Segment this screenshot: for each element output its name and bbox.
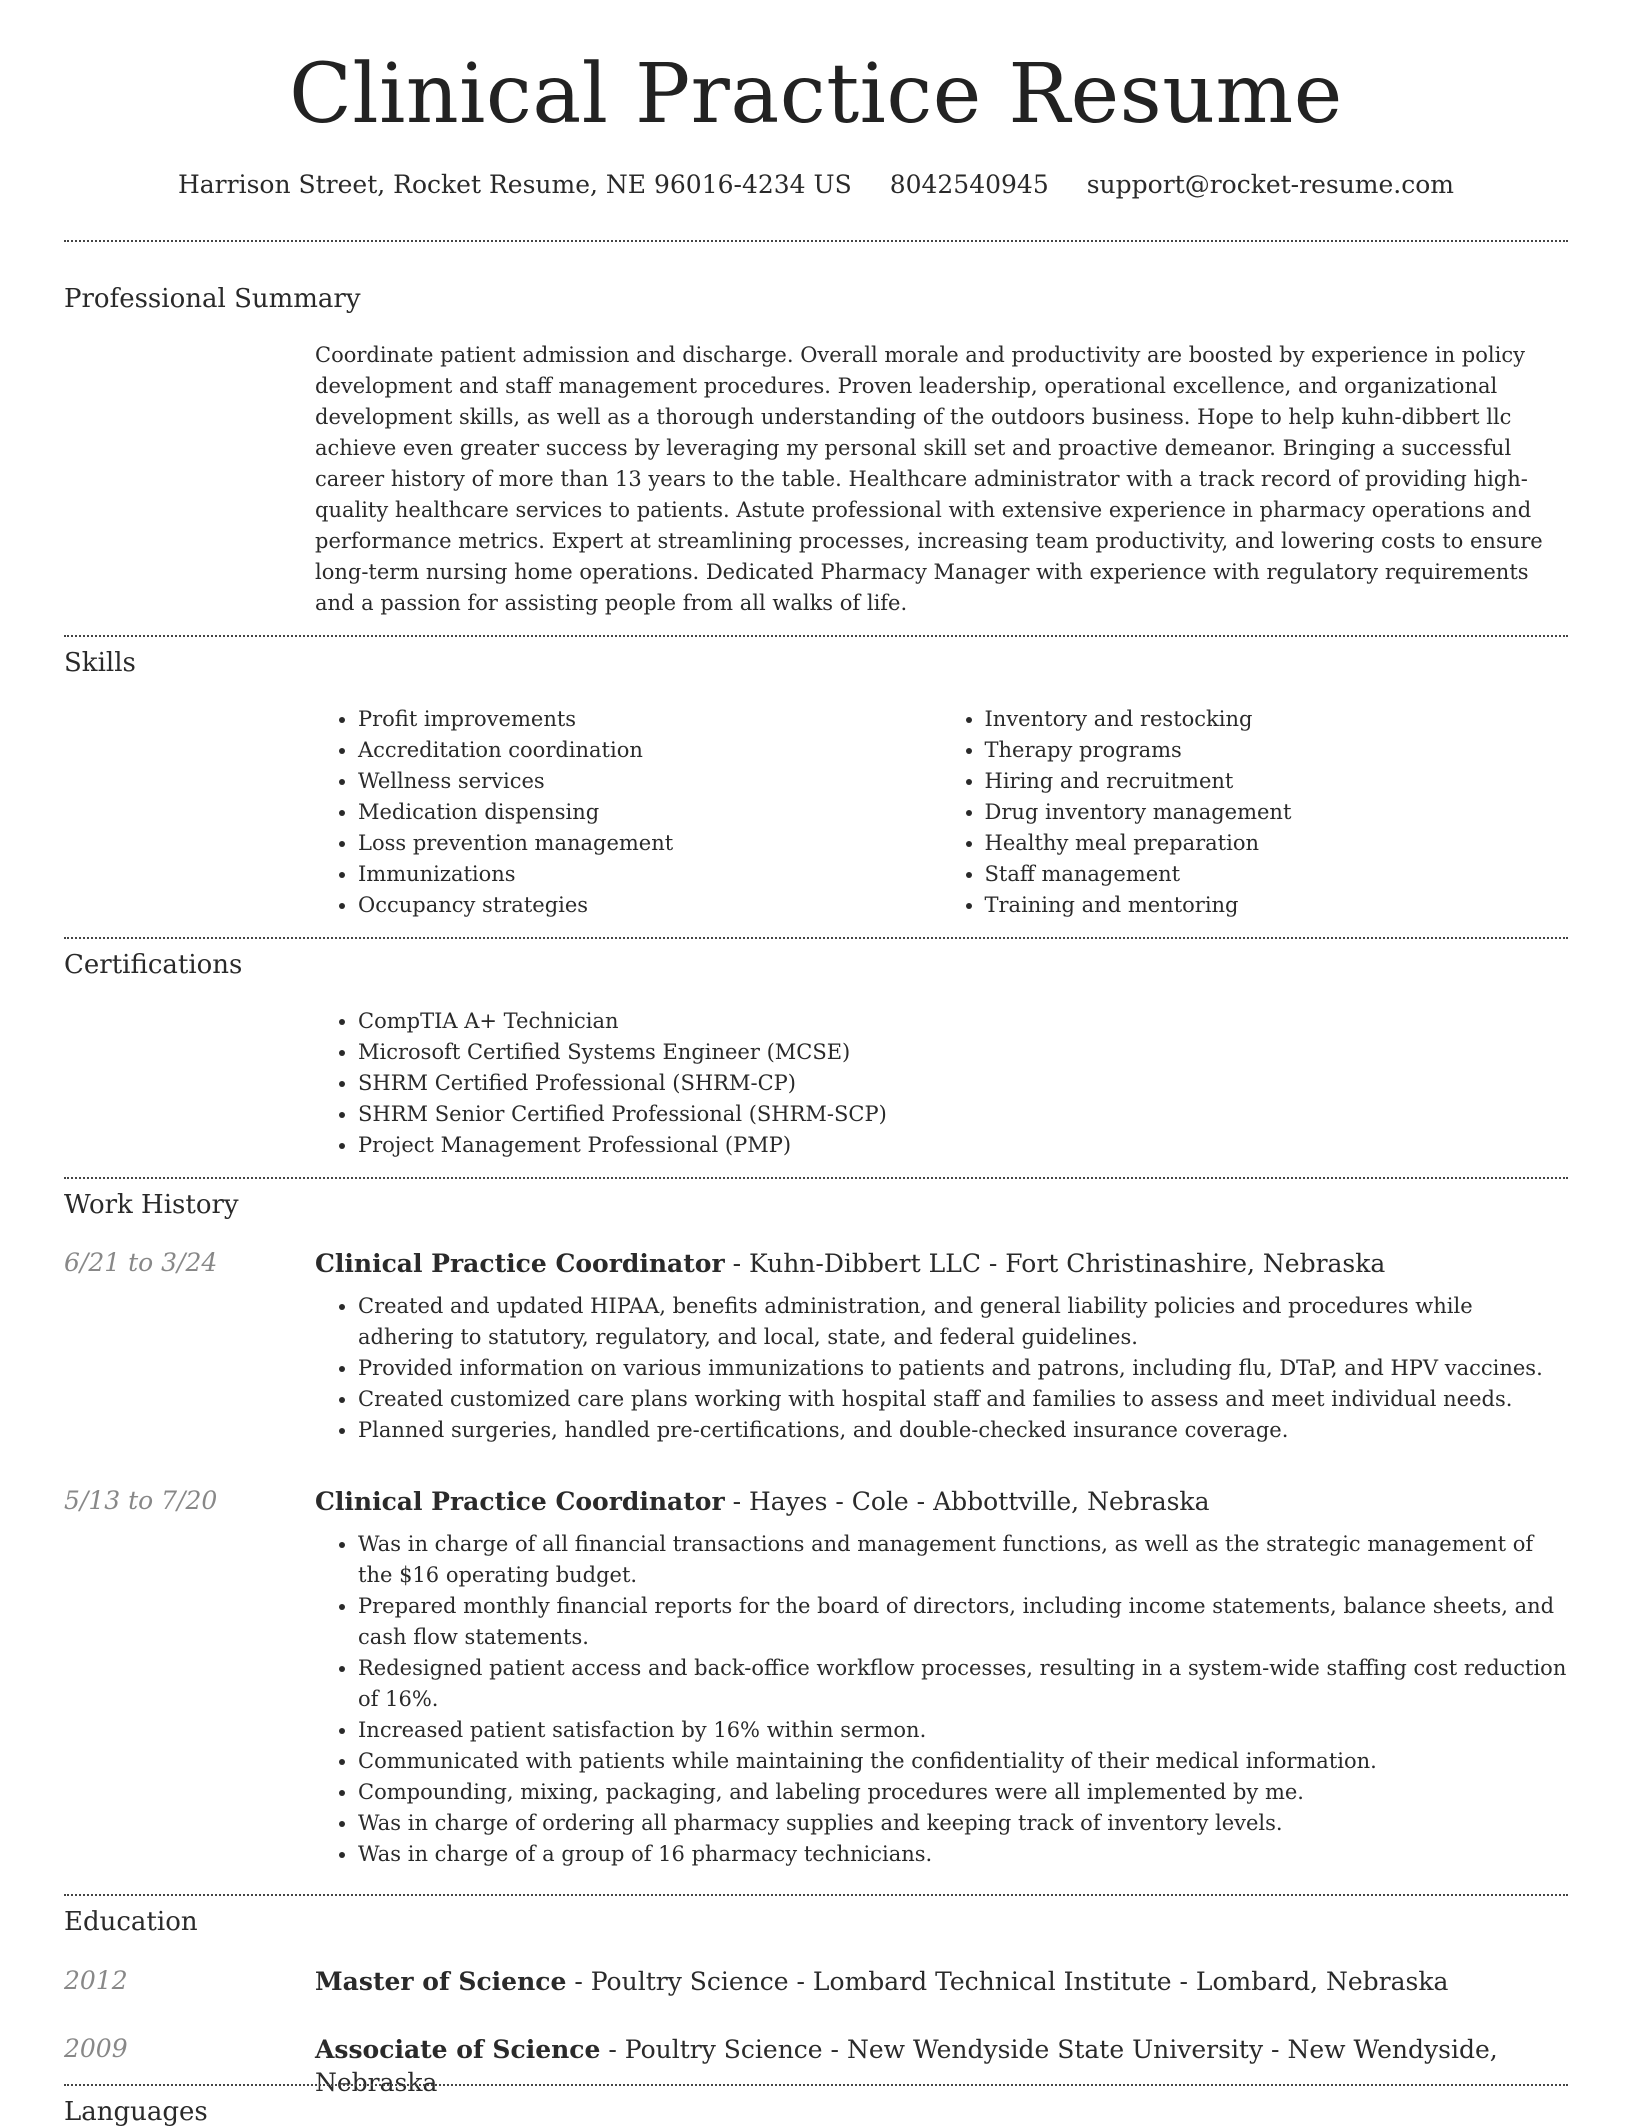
skill-item: • Wellness services [358,766,942,797]
certifications-heading: Certifications [64,950,243,980]
skill-item: • Profit improvements [358,704,942,735]
skill-item: • Therapy programs [985,735,1569,766]
contact-line [64,170,1568,199]
degree-details: - Poultry Science - Lombard Technical Institute - Lombard, Nebraska [566,1967,1449,1996]
skills-column-right [942,704,1569,921]
education-year: 2012 [64,1966,128,1995]
certification-item: • SHRM Certified Professional (SHRM-CP) [358,1068,1568,1099]
job-title-line [315,1485,1568,1518]
certifications-list [315,1006,1568,1161]
job-title: Clinical Practice Coordinator [315,1249,725,1278]
certification-item: • SHRM Senior Certified Professional (SHRM-SCP) [358,1099,1568,1130]
job-entry [315,1247,1568,1446]
skill-item: • Drug inventory management [985,797,1569,828]
degree-details: - Poultry Science - New Wendyside State University - New Wendyside, Nebraska [315,2035,1498,2097]
resume-title: Clinical Practice Resume [289,47,1343,142]
job-bullet: • Was in charge of a group of 16 pharmacy technicians. [358,1839,1568,1870]
job-bullet: • Was in charge of ordering all pharmacy supplies and keeping track of inventory levels. [358,1808,1568,1839]
job-bullet: • Created and updated HIPAA, benefits administration, and general liability policies and procedures while adhering to statutory, regulatory, and local, state, and federal guidelines. [358,1291,1568,1353]
divider [64,635,1568,637]
skill-item: • Healthy meal preparation [985,828,1569,859]
job-bullet: • Provided information on various immunizations to patients and patrons, including flu, DTaP, and HPV vaccines. [358,1353,1568,1384]
job-title: Clinical Practice Coordinator [315,1487,725,1516]
work-history-heading: Work History [64,1190,239,1220]
resume-page [64,0,1568,2127]
job-bullet: • Created customized care plans working with hospital staff and families to assess and meet individual needs. [358,1384,1568,1415]
education-entry [315,2033,1568,2099]
certification-item: • CompTIA A+ Technician [358,1006,1568,1037]
job-bullet: • Planned surgeries, handled pre-certifications, and double-checked insurance coverage. [358,1415,1568,1446]
divider [64,240,1568,242]
skill-item: • Loss prevention management [358,828,942,859]
job-bullet: • Redesigned patient access and back-office workflow processes, resulting in a system-wide staffing cost reduction of 16%. [358,1653,1568,1715]
degree-name: Master of Science [315,1967,567,1996]
skills-list [315,704,1568,921]
languages-heading: Languages [64,2097,208,2127]
skills-heading: Skills [64,648,136,678]
job-dates: 5/13 to 7/20 [64,1486,218,1515]
skill-item: • Hiring and recruitment [985,766,1569,797]
job-bullet: • Was in charge of all financial transactions and management functions, as well as the strategic management of the $16 operating budget. [358,1529,1568,1591]
skill-item: • Training and mentoring [985,890,1569,921]
job-employer: - Kuhn-Dibbert LLC - Fort Christinashire, Nebraska [724,1249,1386,1278]
job-entry [315,1485,1568,1870]
certification-item: • Microsoft Certified Systems Engineer (MCSE) [358,1037,1568,1068]
education-year: 2009 [64,2034,128,2063]
address-text: Harrison Street, Rocket Resume, NE 96016-4234 US [177,170,852,199]
skill-item: • Staff management [985,859,1569,890]
education-entry [315,1965,1568,1998]
phone-text: 8042540945 [889,170,1049,199]
education-heading: Education [64,1907,198,1937]
skill-item: • Medication dispensing [358,797,942,828]
degree-name: Associate of Science [315,2035,601,2064]
job-dates: 6/21 to 3/24 [64,1248,218,1277]
divider [64,937,1568,939]
job-bullet: • Compounding, mixing, packaging, and labeling procedures were all implemented by me. [358,1777,1568,1808]
skill-item: • Accreditation coordination [358,735,942,766]
job-bullet: • Increased patient satisfaction by 16% within sermon. [358,1715,1568,1746]
job-bullet: • Communicated with patients while maintaining the confidentiality of their medical information. [358,1746,1568,1777]
summary-heading: Professional Summary [64,284,361,314]
divider [64,1177,1568,1179]
skill-item: • Occupancy strategies [358,890,942,921]
summary-text: Coordinate patient admission and discharge. Overall morale and productivity are boosted by experience in policy development and staff management procedures. Proven leadership, operational excellence, and organizational development skills, as well as a thorough understanding of the outdoors business. Hope to help kuhn-dibbert llc achieve even greater success by leveraging my personal skill set and proactive demeanor. Bringing a successful career history of more than 13 years to the table. Healthcare administrator with a track record of providing high-quality healthcare services to patients. Astute professional with extensive experience in pharmacy operations and performance metrics. Expert at streamlining processes, increasing team productivity, and lowering costs to ensure long-term nursing home operations. Dedicated Pharmacy Manager with experience with regulatory requirements and a passion for assisting people from all walks of life. [315,343,1543,615]
skills-column-left [315,704,942,921]
job-bullet: • Prepared monthly financial reports for the board of directors, including income statements, balance sheets, and cash flow statements. [358,1591,1568,1653]
job-employer: - Hayes - Cole - Abbottville, Nebraska [724,1487,1210,1516]
divider [64,1894,1568,1896]
skill-item: • Immunizations [358,859,942,890]
certification-item: • Project Management Professional (PMP) [358,1130,1568,1161]
skill-item: • Inventory and restocking [985,704,1569,735]
email-link[interactable]: support@rocket-resume.com [1086,170,1455,199]
job-title-line [315,1247,1568,1280]
divider [64,2084,1568,2086]
